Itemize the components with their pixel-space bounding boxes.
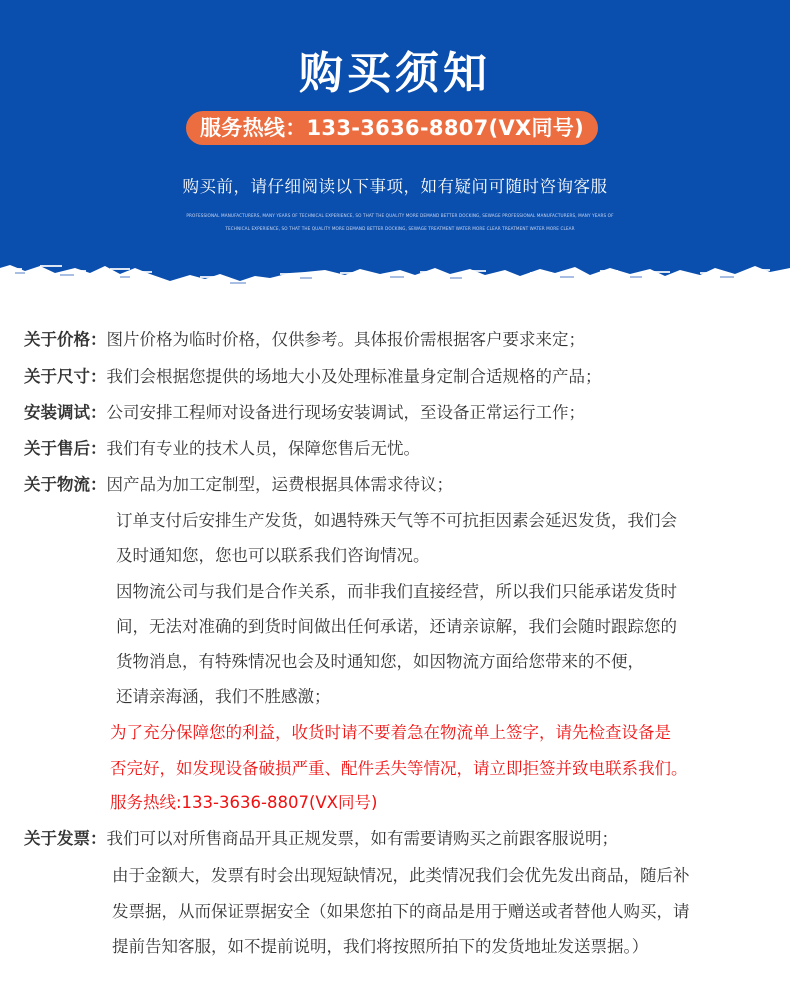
- notice-aftersale-text: 我们有专业的技术人员，保障您售后无忧。: [106, 439, 420, 458]
- logistics-line: 及时通知您，您也可以联系我们咨询情况。: [116, 546, 430, 565]
- notice-price-label: 关于价格：: [24, 330, 107, 349]
- notice-aftersale-label: 关于售后：: [24, 439, 107, 458]
- notice-invoice-label: 关于发票：: [24, 829, 107, 848]
- notice-size-label: 关于尺寸：: [24, 367, 107, 386]
- notice-size: [24, 360, 602, 394]
- logistics-line: 订单支付后安排生产发货，如遇特殊天气等不可抗拒因素会延迟发货，我们会: [116, 511, 677, 530]
- banner-english-line-2: TECHNICAL EXPERIENCE, SO THAT THE QUALITY MORE DEMAND BETTER DOCKING, SEWAGE TREATMENT WATER MORE CLEAR TREATMENT WATER MORE CLEAR: [225, 226, 575, 231]
- logistics-line: 因物流公司与我们是合作关系，而非我们直接经营，所以我们只能承诺发货时: [116, 582, 677, 601]
- banner-subtitle: 购买前，请仔细阅读以下事项，如有疑问可随时咨询客服: [182, 177, 608, 196]
- notice-logistics-label: 关于物流：: [24, 475, 107, 494]
- invoice-line: 发票据，从而保证票据安全（如果您拍下的商品是用于赠送或者替他人购买，请: [112, 902, 690, 921]
- invoice-line: 提前告知客服，如不提前说明，我们将按照所拍下的发货地址发送票据。）: [112, 937, 649, 956]
- logistics-warning-line: 为了充分保障您的利益，收货时请不要着急在物流单上签字，请先检查设备是: [110, 723, 671, 742]
- notice-price: [24, 323, 585, 357]
- logistics-line: 间，无法对准确的到货时间做出任何承诺，还请亲谅解，我们会随时跟踪您的: [116, 617, 677, 636]
- logistics-line: 还请亲海涵，我们不胜感激；: [116, 687, 331, 706]
- notice-aftersale: [24, 432, 420, 466]
- notice-install: [24, 396, 585, 430]
- hotline-badge: 服务热线：133-3636-8807(VX同号): [186, 111, 598, 145]
- notice-logistics-text: 因产品为加工定制型，运费根据具体需求待议；: [106, 475, 453, 494]
- notice-install-text: 公司安排工程师对设备进行现场安装调试，至设备正常运行工作；: [106, 403, 585, 422]
- notice-logistics: [24, 468, 453, 502]
- invoice-line: 由于金额大，发票有时会出现短缺情况，此类情况我们会优先发出商品，随后补: [112, 866, 690, 885]
- logistics-warning-line: 否完好，如发现设备破损严重、配件丢失等情况，请立即拒签并致电联系我们。: [110, 759, 688, 778]
- logistics-warning-hotline: 服务热线:133-3636-8807(VX同号): [110, 793, 378, 812]
- notice-price-text: 图片价格为临时价格，仅供参考。具体报价需根据客户要求来定；: [106, 330, 585, 349]
- logistics-line: 货物消息，有特殊情况也会及时通知您，如因物流方面给您带来的不便，: [116, 652, 644, 671]
- notice-invoice-text: 我们可以对所售商品开具正规发票，如有需要请购买之前跟客服说明；: [106, 829, 618, 848]
- notice-install-label: 安装调试：: [24, 403, 107, 422]
- brush-stroke-divider: [0, 248, 790, 293]
- notice-invoice: [24, 822, 618, 856]
- header-banner: [0, 0, 790, 290]
- page-title: 购买须知: [299, 48, 491, 99]
- banner-english-line-1: PROFESSIONAL MANUFACTURERS, MANY YEARS OF TECHNICAL EXPERIENCE, SO THAT THE QUALITY MORE DEMAND BETTER DOCKING, SEWAGE PROFESSIONAL MANUFACTURERS, MANY YEARS OF: [186, 213, 614, 218]
- notice-size-text: 我们会根据您提供的场地大小及处理标准量身定制合适规格的产品；: [106, 367, 602, 386]
